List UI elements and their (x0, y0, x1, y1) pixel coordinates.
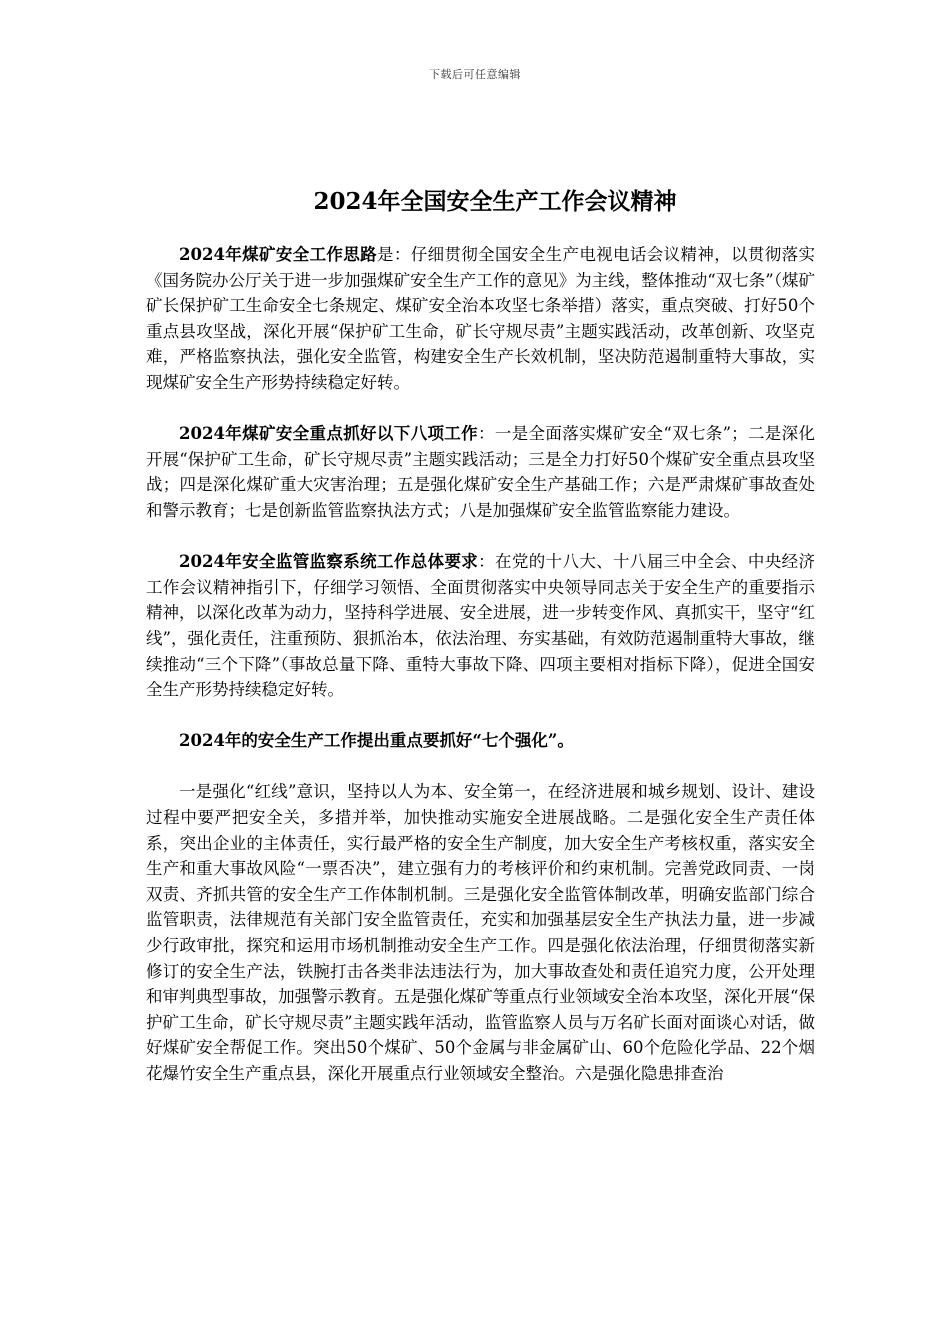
section-heading-seven-strengthenings (146, 728, 815, 754)
paragraph-lead: 2024年煤矿安全工作思路 (179, 245, 378, 264)
paragraph-lead: 2024年安全监管监察系统工作总体要求 (179, 552, 479, 572)
paragraph-overall-requirements (146, 549, 815, 703)
paragraph-seven-strengthenings-detail (146, 779, 815, 1086)
paragraph-text: 是：仔细贯彻全国安全生产电视电话会议精神，以贯彻落实《国务院办公厅关于进一步加强煤矿安全生产工作的意见》为主线，整体推动“双七条”（煤矿矿长保护矿工生命安全七条规定、煤矿安全治本攻坚七条举措）落实，重点突破、打好50个重点县攻坚战，深化开展“保护矿工生命，矿长守规尽责”主题实践活动，改革创新、攻坚克难，严格监察执法，强化安全监管，构建安全生产长效机制，坚决防范遏制重特大事故，实现煤矿安全生产形势持续稳定好转。 (146, 245, 815, 392)
paragraph-text: ：在党的十八大、十八届三中全会、中央经济工作会议精神指引下，仔细学习领悟、全面贯彻落实中央领导同志关于安全生产的重要指示精神，以深化改革为动力，坚持科学进展、安全进展，进一步转变作风、真抓实干，坚守“红线”，强化责任，注重预防、狠抓治本，依法治理、夯实基础，有效防范遏制重特大事故，继续推动“三个下降”（事故总量下降、重特大事故下降、四项主要相对指标下降），促进全国安全生产形势持续稳定好转。 (146, 552, 815, 700)
document-title: 2024年全国安全生产工作会议精神 (313, 188, 677, 215)
paragraph-text: 一是强化“红线”意识，坚持以人为本、安全第一，在经济进展和城乡规划、设计、建设过程中要严把安全关，多措并举，加快推动实施安全进展战略。二是强化安全生产责任体系，突出企业的主体责任，实行最严格的安全生产制度，加大安全生产考核权重，落实安全生产和重大事故风险“一票否决”，建立强有力的考核评价和约束机制。完善党政同责、一岗双责、齐抓共管的安全生产工作体制机制。三是强化安全监管体制改革，明确安监部门综合监管职责，法律规范有关部门安全监管责任，充实和加强基层安全生产执法力量，进一步减少行政审批，探究和运用市场机制推动安全生产工作。四是强化依法治理，仔细贯彻落实新修订的安全生产法，铁腕打击各类非法违法行为，加大事故查处和责任追究力度，公开处理和审判典型事故，加强警示教育。五是强化煤矿等重点行业领域安全治本攻坚，深化开展“保护矿工生命，矿长守规尽责”主题实践年活动，监管监察人员与万名矿长面对面谈心对话，做好煤矿安全帮促工作。突出50个煤矿、50个金属与非金属矿山、60个危险化学品、22个烟花爆竹安全生产重点县，深化开展重点行业领域安全整治。六是强化隐患排查治 (146, 782, 815, 1083)
header-note: 下载后可任意编辑 (429, 68, 521, 81)
paragraph-eight-tasks (146, 421, 815, 523)
paragraph-text: ：一是全面落实煤矿安全“双七条”；二是深化开展“保护矿工生命，矿长守规尽责”主题实践活动；三是全力打好50个煤矿安全重点县攻坚战；四是深化煤矿重大灾害治理；五是强化煤矿安全生产基础工作；六是严肃煤矿事故查处和警示教育；七是创新监管监察执法方式；八是加强煤矿安全监管监察能力建设。 (146, 424, 815, 520)
document-body (146, 242, 815, 1112)
paragraph-lead: 2024年煤矿安全重点抓好以下八项工作 (179, 424, 478, 444)
paragraph-coal-safety-approach (146, 242, 815, 396)
paragraph-lead: 2024年的安全生产工作提出重点要抓好“七个强化”。 (179, 731, 574, 751)
